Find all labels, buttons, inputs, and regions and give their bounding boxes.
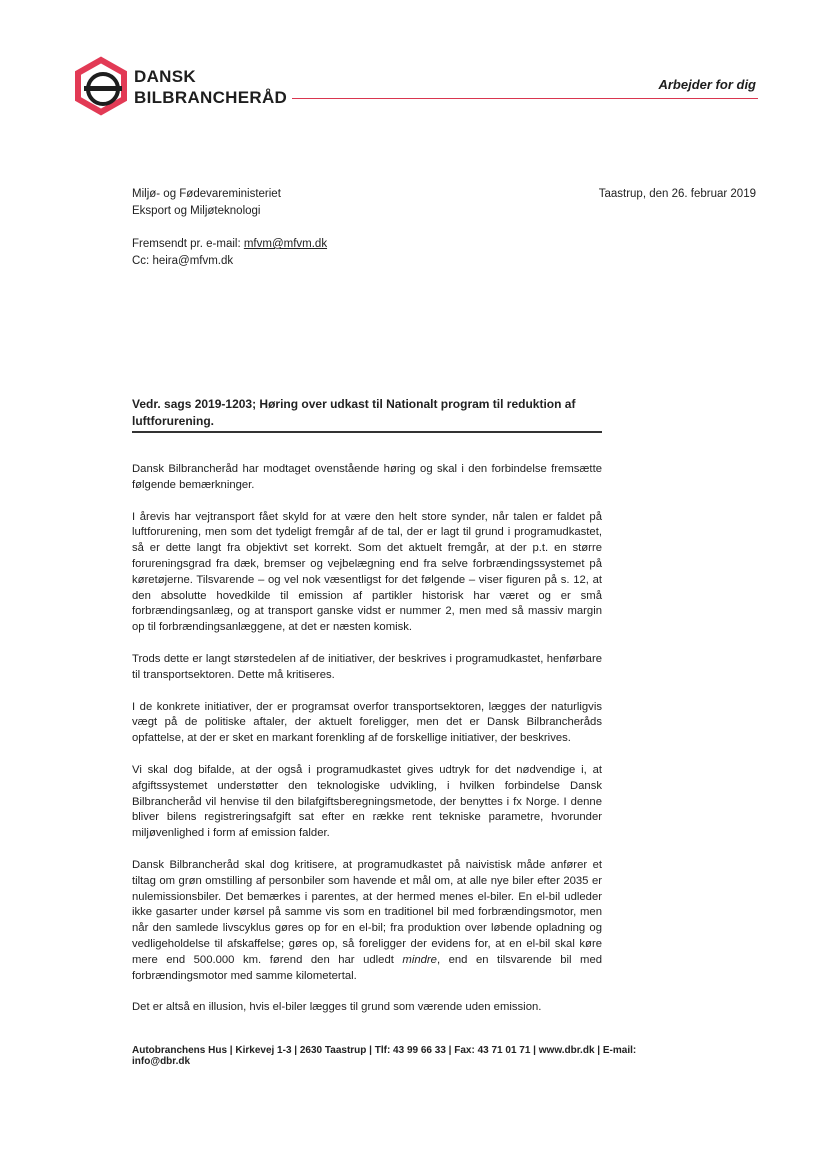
paragraph-1: Dansk Bilbrancheråd har modtaget ovenstående høring og skal i den forbindelse fremsætte følgende bemærkninger. (132, 463, 602, 491)
paragraph-5: Vi skal dog bifalde, at der også i programudkastet gives udtryk for det nødvendige i, at afgiftssystemet understøtter den teknologiske udvikling, i hvilken forbindelse Dansk Bilbrancheråd vil henvise til den bilafgiftsberegningsmetode, der benyttes i fx Norge. I denne bliver bilens registreringsafgift sat efter en række rent tekniske parametre, hvorunder miljøvenlighed i form af emission falder. (132, 763, 602, 840)
brand-line-1: DANSK (134, 67, 196, 86)
recipient-line-1: Miljø- og Fødevareministeriet (132, 188, 281, 200)
header-rule (292, 98, 758, 99)
cc-line: Cc: heira@mfvm.dk (132, 255, 234, 267)
paragraph-6-emphasis: mindre (402, 953, 437, 966)
brand-line-2: BILBRANCHERÅD (134, 88, 288, 107)
subject-heading: Vedr. sags 2019-1203; Høring over udkast til Nationalt program til reduktion af luftforurening. (132, 397, 576, 428)
recipient-line-2: Eksport og Miljøteknologi (132, 205, 261, 217)
paragraph-6-part-a: Dansk Bilbrancheråd skal dog kritisere, at programudkastet på naivistisk måde anfører et tiltag om grøn omstilling af personbiler som havende et mål om, at alle nye biler efter 2035 er nulemissionsbiler. Det bemærkes i parentes, at der hermed menes el-biler. En el-bil udleder ikke gasarter under kørsel på samme vis som en traditionel bil med forbrændingsmotor, men når den samlede livscyklus gøres op for en el-bil; fra produktion over løbende opladning og vedligeholdelse til afskaffelse; gøres op, så foreligger der evidens for, at en el-bil skal køre mere end 500.000 km. førend den har udledt (132, 858, 602, 966)
email-link[interactable]: mfvm@mfvm.dk (243, 238, 328, 250)
paragraph-4: I de konkrete initiativer, der er programsat overfor transportsektoren, lægges der naturligvis vægt på de politiske aftaler, der aktuelt foreligger, men det er Dansk Bilbrancheråds opfattelse, at der er sket en markant forenkling af de forskellige initiativer, der beskrives. (132, 700, 602, 745)
brand-name (134, 66, 287, 108)
date-line: Taastrup, den 26. februar 2019 (598, 188, 756, 200)
sent-line (132, 236, 327, 253)
paragraph-6 (132, 858, 602, 984)
sent-block (132, 236, 327, 270)
dbr-logo-icon (70, 56, 132, 118)
paragraph-3: Trods dette er langt størstedelen af de initiativer, der beskrives i programudkastet, henførbare til transportsektoren. Dette må kritiseres. (132, 652, 602, 681)
sent-prefix: Fremsendt pr. e-mail: (132, 238, 244, 250)
letter-body (132, 462, 602, 1032)
recipient-block (132, 186, 281, 220)
paragraph-7: Det er altså en illusion, hvis el-biler lægges til grund som værende uden emission. (132, 1001, 542, 1014)
paragraph-6-part-b: , end en tilsvarende bil med forbrændingsmotor med samme kilometertal. (132, 953, 603, 982)
slogan: Arbejder for dig (658, 77, 756, 92)
footer-contact: Autobranchens Hus | Kirkevej 1-3 | 2630 Taastrup | Tlf: 43 99 66 33 | Fax: 43 71 01 71 | www.dbr.dk | E-mail: info@dbr.dk (132, 1045, 637, 1067)
subject-rule (132, 431, 602, 433)
paragraph-2: I årevis har vejtransport fået skyld for at være den helt store synder, når talen er faldet på luftforurening, men som det tydeligt fremgår af de tal, der er lagt til grund i programudkastet, så er dette langt fra objektivt set korrekt. Som det aktuelt fremgår, at der p.t. en større forureningsgrad fra dæk, bremser og vejbelægning end fra selve forbrændingssystemet på køretøjerne. Tilsvarende – og vel nok væsentligst for det følgende – viser figuren på s. 12, at den absolutte hovedkilde til emission af partikler historisk har været og er små forbrændingsanlæg, og at transport ganske vidst er nummer 2, men med så massiv margin op til forbrændingsanlæggene, at det er næsten komisk. (132, 510, 602, 634)
